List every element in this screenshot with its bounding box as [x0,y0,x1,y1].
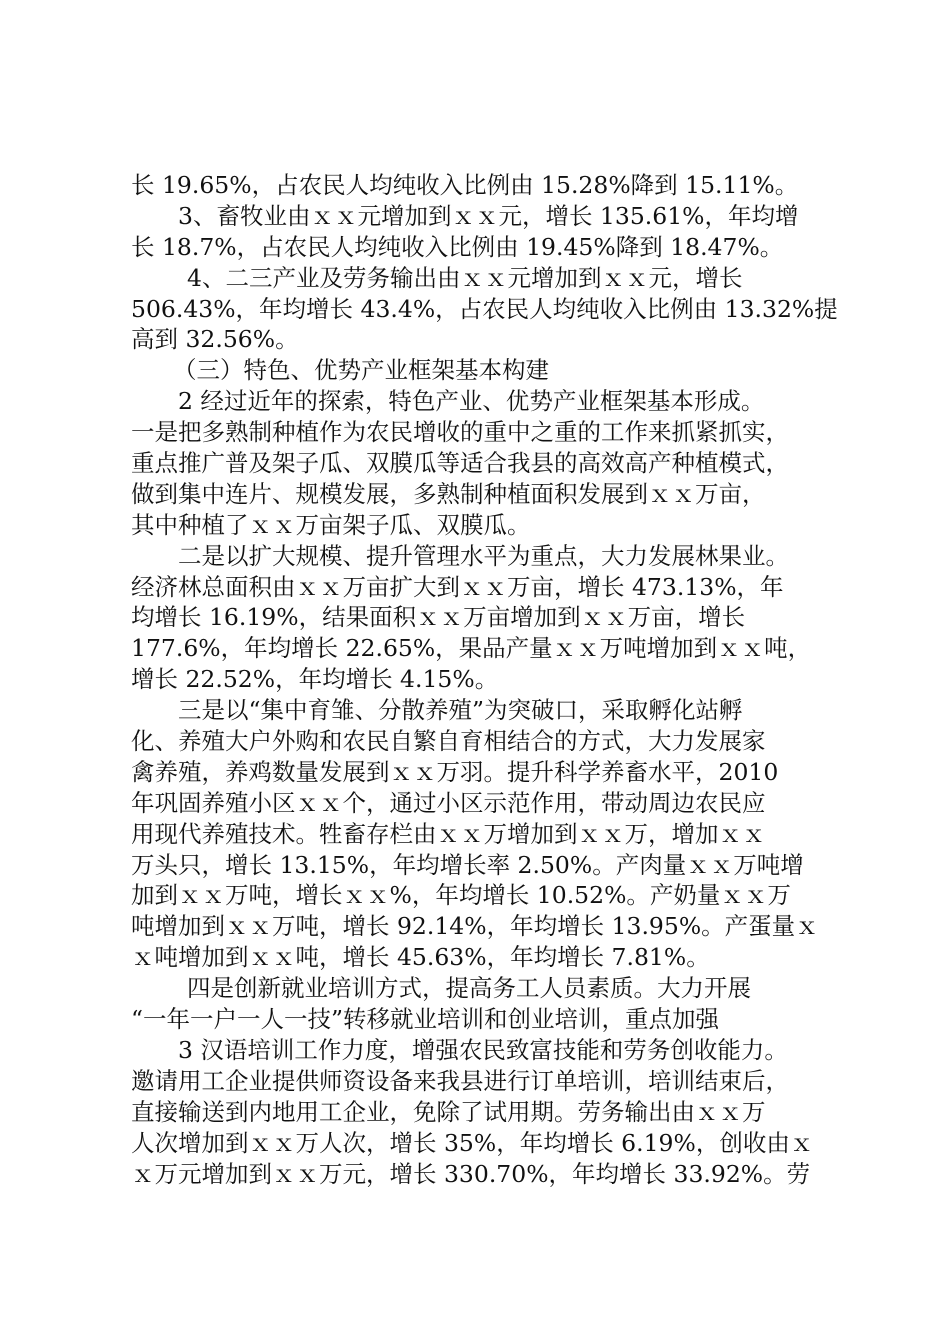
text-line: ｘ万元增加到ｘｘ万元，增长 330.70%，年均增长 33.92%。劳 [131,1159,811,1188]
text-line: 2 经过近年的探索，特色产业、优势产业框架基本形成。 [178,387,765,416]
text-line: 万头只，增长 13.15%，年均增长率 2.50%。产肉量ｘｘ万吨增 [131,850,804,879]
text-line: 均增长 16.19%，结果面积ｘｘ万亩增加到ｘｘ万亩，增长 [131,603,746,632]
text-line: 长 18.7%，占农民人均纯收入比例由 19.45%降到 18.47%。 [131,232,784,261]
text-line: 禽养殖，养鸡数量发展到ｘｘ万羽。提升科学养畜水平，2010 [131,757,779,786]
text-line: 增长 22.52%，年均增长 4.15%。 [131,665,499,694]
text-line: 做到集中连片、规模发展，多熟制种植面积发展到ｘｘ万亩， [131,479,766,508]
text-line: 一是把多熟制种植作为农民增收的重中之重的工作来抓紧抓实， [131,418,789,447]
text-line: 重点推广普及架子瓜、双膜瓜等适合我县的高效高产种植模式， [131,449,789,478]
text-line: 506.43%，年均增长 43.4%，占农民人均纯收入比例由 13.32%提 [131,294,838,323]
text-line: 吨增加到ｘｘ万吨，增长 92.14%，年均增长 13.95%。产蛋量ｘ [131,912,819,941]
text-line: 邀请用工企业提供师资设备来我县进行订单培训，培训结束后， [131,1066,789,1095]
text-line: 年巩固养殖小区ｘｘ个，通过小区示范作用，带动周边农民应 [131,788,766,817]
text-line: 长 19.65%，占农民人均纯收入比例由 15.28%降到 15.11%。 [131,171,799,199]
text-line: 人次增加到ｘｘ万人次，增长 35%，年均增长 6.19%，创收由ｘ [131,1128,814,1157]
text-line: 化、养殖大户外购和农民自繁自育相结合的方式，大力发展家 [131,727,766,756]
document-body [131,170,838,1189]
text-line: “一年一户一人一技”转移就业培训和创业培训，重点加强 [131,1005,720,1034]
text-line: 直接输送到内地用工企业，免除了试用期。劳务输出由ｘｘ万 [131,1097,766,1126]
text-line: 经济林总面积由ｘｘ万亩扩大到ｘｘ万亩，增长 473.13%，年 [131,572,784,601]
text-line: 4、二三产业及劳务输出由ｘｘ元增加到ｘｘ元，增长 [187,263,743,292]
text-line: ｘ吨增加到ｘｘ吨，增长 45.63%，年均增长 7.81%。 [131,943,710,972]
text-line: 三是以“集中育雏、分散养殖”为突破口，采取孵化站孵 [178,696,743,725]
text-line: （三）特色、优势产业框架基本构建 [173,356,549,385]
text-line: 二是以扩大规模、提升管理水平为重点，大力发展林果业。 [178,541,789,570]
text-line: 3、畜牧业由ｘｘ元增加到ｘｘ元，增长 135.61%，年均增 [178,201,799,230]
text-line: 加到ｘｘ万吨，增长ｘｘ%，年均增长 10.52%。产奶量ｘｘ万 [131,881,791,910]
text-line: 用现代养殖技术。牲畜存栏由ｘｘ万增加到ｘｘ万，增加ｘｘ [131,819,766,848]
text-line: 其中种植了ｘｘ万亩架子瓜、双膜瓜。 [131,510,531,539]
text-line: 3 汉语培训工作力度，增强农民致富技能和劳务创收能力。 [178,1035,788,1064]
text-line: 177.6%，年均增长 22.65%，果品产量ｘｘ万吨增加到ｘｘ吨， [131,634,812,663]
text-line: 高到 32.56%。 [131,325,299,354]
text-line: 四是创新就业培训方式，提高务工人员素质。大力开展 [187,974,751,1003]
